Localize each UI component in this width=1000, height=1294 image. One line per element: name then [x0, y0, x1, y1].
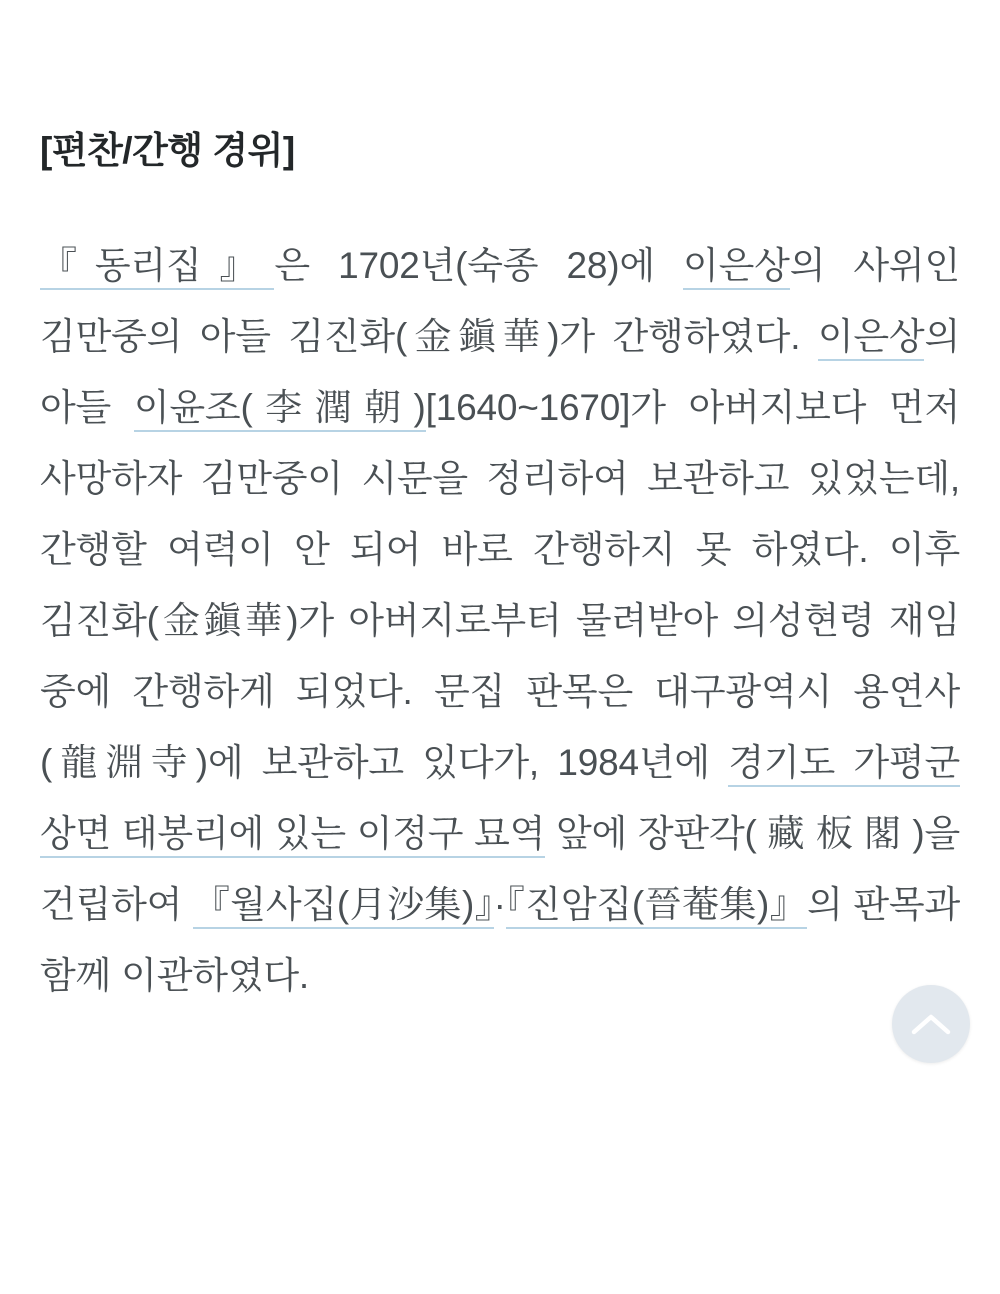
inline-text: [1640~1670]가 아버지보다 먼저 사망하자 김만중이 시문을 정리하여 보관하고 있었는데, 간행할 여력이 안 되어 바로 간행하지 못 하였다. 이후 김진화(金鎭華)가 아버지로부터 물려받아 의성현령 재임 중에 간행하게 되었다. 문집 판목은 대구광역시 용연사(龍淵寺)에 보관하고 있다가, 1984년에 — [40, 387, 960, 784]
inline-text: · — [493, 884, 506, 926]
body-paragraph — [40, 174, 960, 1011]
chevron-up-icon — [911, 1011, 951, 1037]
inline-link[interactable]: 『진암집(晉菴集)』 — [506, 884, 807, 929]
inline-link[interactable]: 이은상 — [818, 316, 925, 361]
page-title: [편찬/간행 경위] — [40, 130, 295, 171]
inline-text: 의 사위인 김만중의 아들 김진화(金鎭華)가 간행하였다. — [40, 245, 960, 358]
scroll-to-top-button[interactable] — [892, 985, 970, 1063]
inline-text: 앞에 장판각( 藏 板 閣 )을 건립하여 — [40, 813, 960, 926]
inline-link[interactable]: 이은상 — [683, 245, 790, 290]
inline-text: 은 1702년(숙종 28)에 — [274, 245, 684, 287]
inline-link[interactable]: 『동리집』 — [40, 245, 274, 290]
inline-text: 의 판목과 함께 이관하였다. — [40, 884, 960, 997]
inline-link[interactable]: 이윤조(李潤朝) — [134, 387, 426, 432]
inline-text: 의 아들 — [40, 316, 960, 429]
inline-link[interactable]: 『월사집(月沙集)』 — [193, 884, 494, 929]
inline-link[interactable]: 경기도 가평군 상면 태봉리에 있는 이정구 묘역 — [40, 742, 960, 858]
